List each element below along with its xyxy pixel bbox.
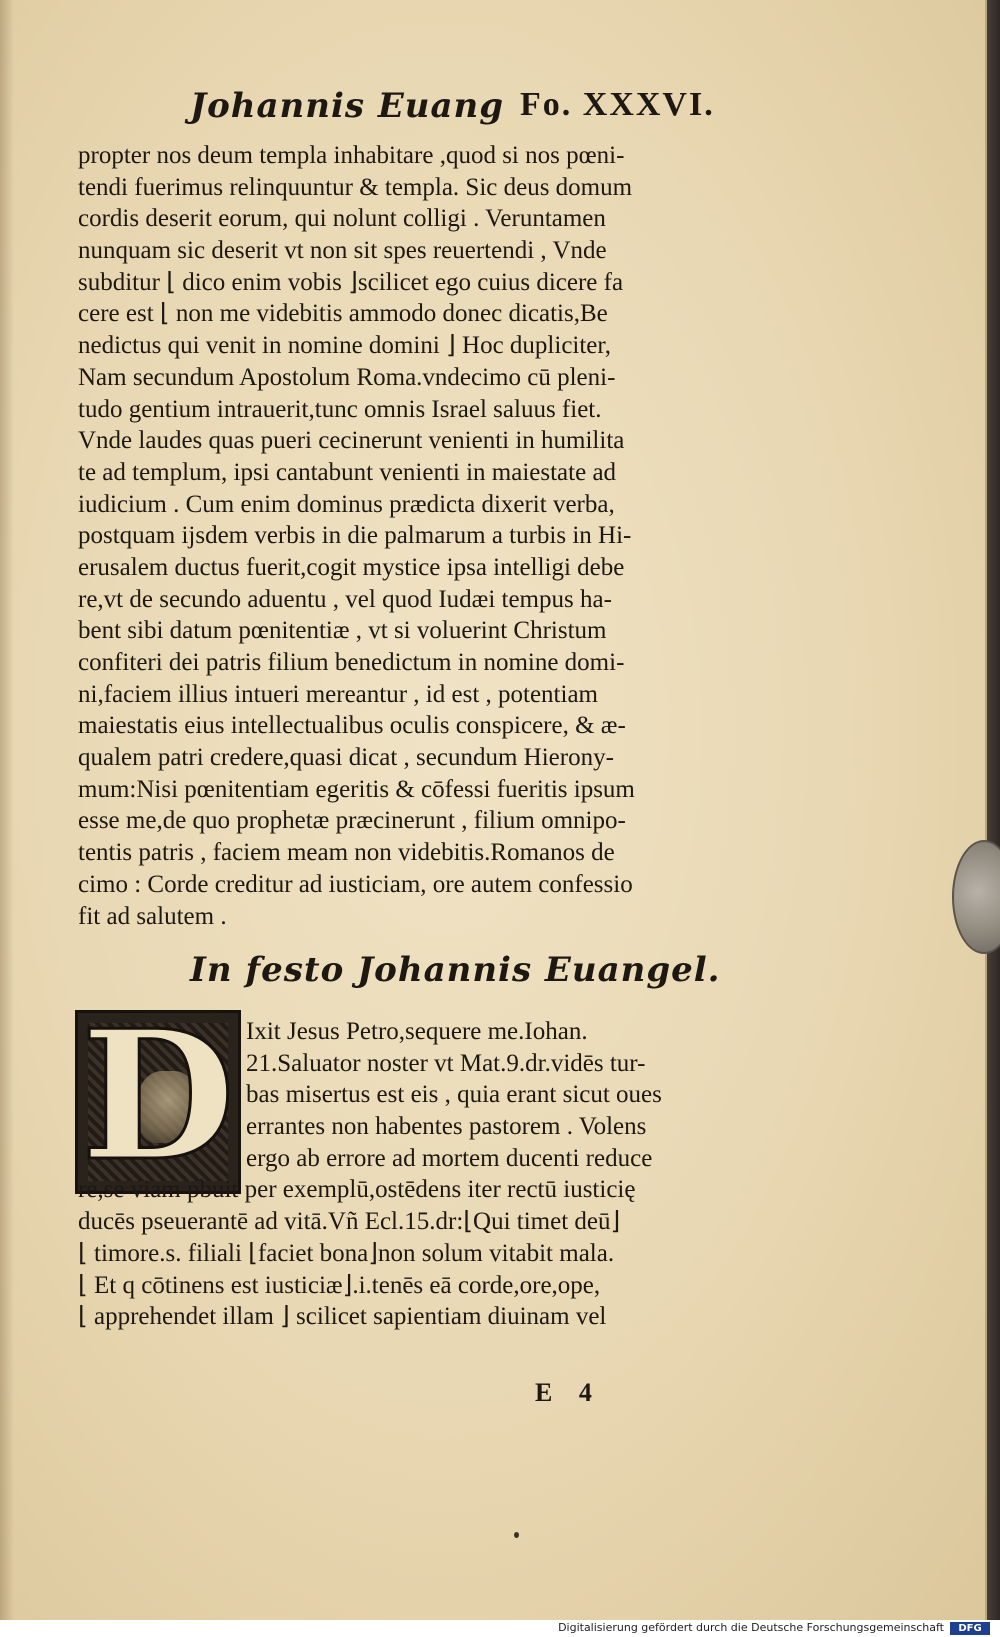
text-line: ducēs pseuerantē ad vitā.Vñ Ecl.15.dr:⌊Qui timet deū⌋ [78,1208,621,1236]
text-line: postquam ijsdem verbis in die palmarum a turbis in Hi- [78,522,632,550]
text-line: ⌊ timore.s. filiali ⌊faciet bona⌋non solum vitabit mala. [78,1239,615,1267]
text-line: cimo : Corde creditur ad iusticiam, ore autem confessio [78,870,633,898]
footer-credit: Digitalisierung gefördert durch die Deutsche Forschungsgemeinschaft [558,1621,944,1634]
text-line: errantes non habentes pastorem . Volens [246,1113,647,1141]
gutter-shadow [0,0,14,1620]
text-line: bas misertus est eis , quia erant sicut oues [246,1081,662,1109]
text-line: qualem patri credere,quasi dicat , secundum Hierony- [78,744,614,772]
running-head [0,82,985,132]
text-line: Nam secundum Apostolum Roma.vndecimo cū pleni- [78,363,616,391]
text-line: cere est ⌊ non me videbitis ammodo donec dicatis,Be [78,300,608,328]
text-line: subditur ⌊ dico enim vobis ⌋scilicet ego cuius dicere fa [78,268,624,296]
text-line: erusalem ductus fuerit,cogit mystice ipsa intelligi debe [78,553,625,581]
text-line: esse me,de quo prophetæ præcinerunt , filium omnipo- [78,807,626,835]
text-line: re,vt de secundo aduentu , vel quod Iudæi tempus ha- [78,585,612,613]
text-line: Ixit Jesus Petro,sequere me.Iohan. [246,1018,588,1045]
text-line: maiestatis eius intellectualibus oculis conspicere, & æ- [78,712,626,740]
text-line: confiteri dei patris filium benedictum in nomine domi- [78,649,625,676]
paragraph-1 [78,140,778,932]
signature-mark: E 4 [535,1378,602,1407]
text-line: fit ad salutem . [78,902,227,930]
text-line: ⌊ apprehendet illam ⌋ scilicet sapientiam diuinam vel [78,1303,607,1331]
footer-bar [0,1620,1000,1637]
text-line: te ad templum, ipsi cantabunt venienti in maiestate ad [78,458,617,486]
text-line: iudicium . Cum enim dominus prædicta dixerit verba, [78,490,615,518]
section-heading: In festo Johannis Euangel. [190,950,721,990]
running-head-title: Johannis Euang [190,86,505,126]
text-line: cordis deserit eorum, qui nolunt colligi . Veruntamen [78,205,606,233]
text-line: ni,faciem illius intueri mereantur , id est , potentiam [78,680,598,708]
ink-speck [514,1532,519,1538]
text-line: propter nos deum templa inhabitare ,quod si nos pœni- [78,142,625,169]
text-line: Vnde laudes quas pueri cecinerunt venienti in humilita [78,427,625,455]
text-line: ⌊ Et q cōtinens est iusticiæ⌋.i.tenēs eā corde,ore,ope, [78,1271,601,1299]
text-line: tentis patris , faciem meam non videbitis.Romanos de [78,839,615,867]
text-line: bent sibi datum pœnitentiæ , vt si voluerint Christum [78,617,607,645]
text-line: mum:Nisi pœnitentiam egeritis & cōfessi fueritis ipsum [78,775,635,803]
paragraph-2 [78,1016,778,1333]
text-line: nedictus qui venit in nomine domini ⌋ Hoc dupliciter, [78,332,611,360]
text-line: re,se viam pbuit per exemplū,ostēdens iter rectū iusticię [78,1176,636,1204]
text-line: 21.Saluator noster vt Mat.9.dr.vidēs tur- [246,1049,646,1077]
text-line: tendi fuerimus relinquuntur & templa. Sic deus domum [78,173,633,201]
text-line: nunquam sic deserit vt non sit spes reuertendi , Vnde [78,237,607,265]
text-line: tudo gentium intrauerit,tunc omnis Israel saluus fiet. [78,395,602,423]
folio-number: Fo. XXXVI. [520,86,715,123]
initial-letter: D [80,991,236,1200]
text-line: ergo ab errore ad mortem ducenti reduce [246,1144,653,1172]
dfg-logo: DFG [950,1622,990,1635]
